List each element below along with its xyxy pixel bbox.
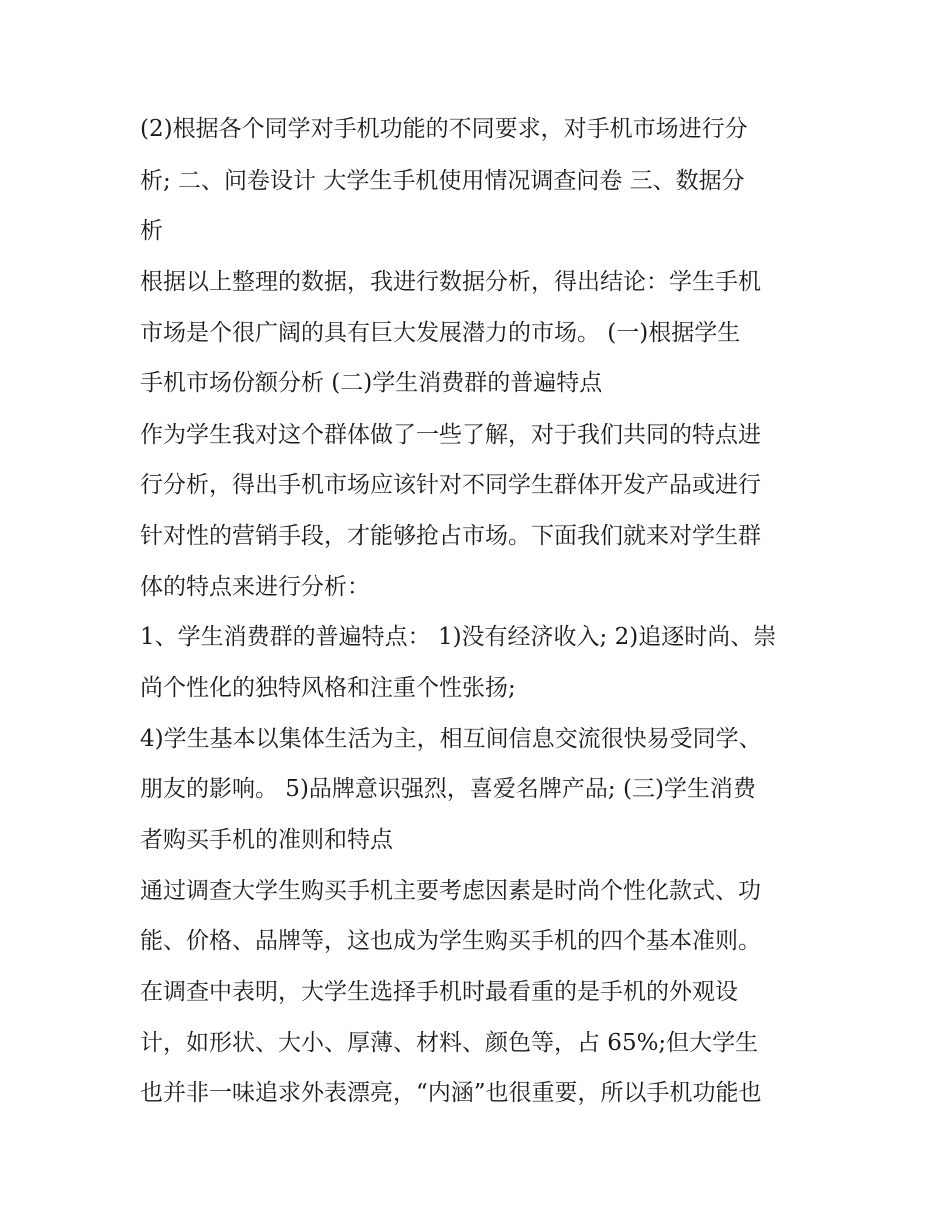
text-line: 作为学生我对这个群体做了一些了解，对于我们共同的特点进 [140, 422, 761, 448]
text-line: 市场是个很广阔的具有巨大发展潜力的市场。 (一)根据学生 [140, 320, 741, 346]
text-line: (2)根据各个同学对手机功能的不同要求，对手机市场进行分 [140, 116, 748, 142]
text-line: 计，如形状、大小、厚薄、材料、颜色等，占 65%;但大学生 [140, 1030, 759, 1056]
text-line: 手机市场份额分析 (二)学生消费群的普遍特点 [140, 370, 603, 396]
text-line: 通过调查大学生购买手机主要考虑因素是时尚个性化款式、功 [140, 878, 761, 904]
text-line: 4)学生基本以集体生活为主，相互间信息交流很快易受同学、 [140, 726, 762, 752]
text-line: 析; 二、问卷设计 大学生手机使用情况调查问卷 三、数据分 [140, 168, 745, 194]
text-line: 针对性的营销手段，才能够抢占市场。下面我们就来对学生群 [140, 523, 761, 549]
text-line: 根据以上整理的数据，我进行数据分析，得出结论：学生手机 [140, 269, 761, 295]
text-line: 在调查中表明，大学生选择手机时最看重的是手机的外观设 [140, 979, 738, 1005]
text-line: 能、价格、品牌等，这也成为学生购买手机的四个基本准则。 [140, 928, 761, 954]
text-line: 尚个性化的独特风格和注重个性张扬; [140, 675, 516, 701]
text-line: 析 [140, 218, 163, 244]
text-line: 体的特点来进行分析： [140, 574, 370, 600]
text-line: 朋友的影响。 5)品牌意识强烈，喜爱名牌产品; (三)学生消费 [140, 776, 756, 802]
text-line: 1、学生消费群的普遍特点： 1)没有经济收入; 2)追逐时尚、崇 [140, 624, 777, 650]
text-line: 者购买手机的准则和特点 [140, 827, 393, 853]
text-line: 行分析，得出手机市场应该针对不同学生群体开发产品或进行 [140, 472, 761, 498]
text-line: 也并非一味追求外表漂亮，“内涵”也很重要，所以手机功能也 [140, 1080, 762, 1106]
